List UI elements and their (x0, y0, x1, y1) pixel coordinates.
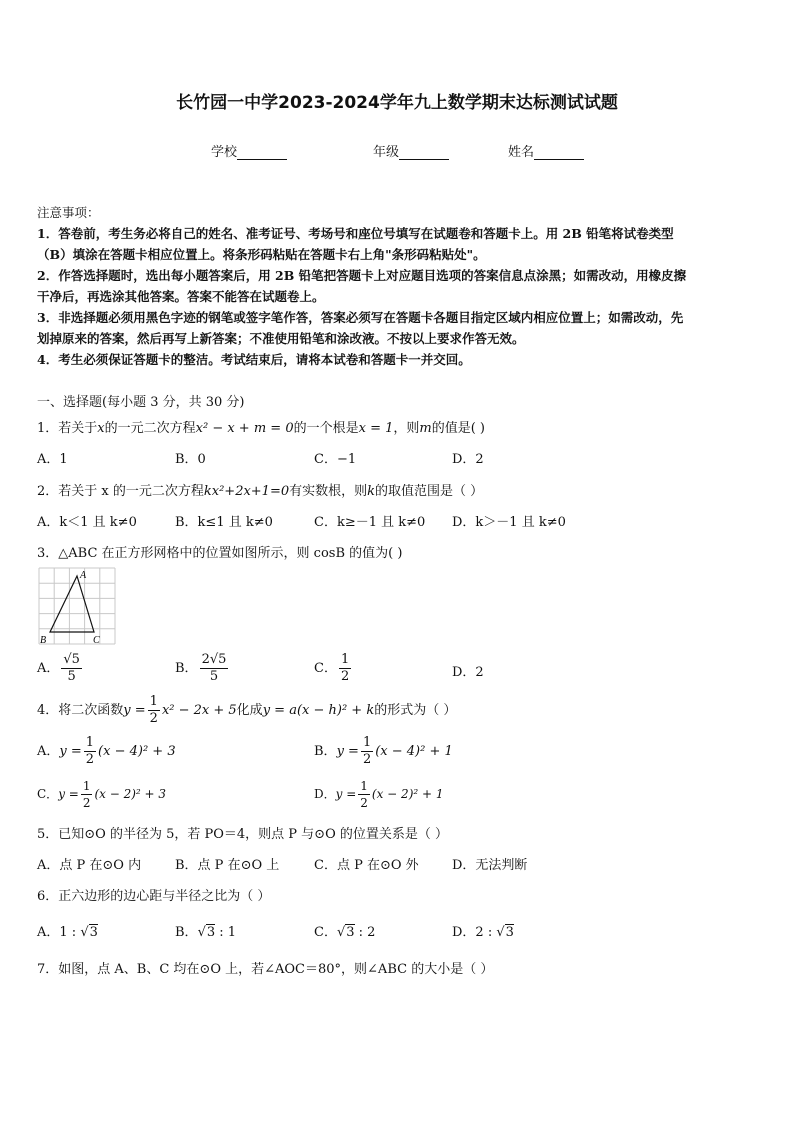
question-5: 5．已知⊙O 的半径为 5，若 PO＝4，则点 P 与⊙O 的位置关系是（ ） (37, 827, 448, 842)
option-expression: (x − 4)² + 3 (98, 744, 176, 759)
q3-option-b (175, 652, 230, 685)
denominator: 2 (360, 796, 368, 810)
q6-option-b: B．√3 : 1 (175, 925, 237, 940)
q3-option-d: D．2 (452, 665, 484, 680)
radicand: 3 (346, 925, 355, 940)
fraction (61, 652, 82, 685)
option-text: B． (175, 925, 198, 940)
note-3b: 划掉原来的答案，然后再写上新答案；不准使用铅笔和涂改液。不按以上要求作答无效。 (37, 331, 525, 346)
q4-text: 的形式为（ ） (374, 703, 457, 718)
notes-header: 注意事项： (37, 205, 100, 220)
fraction (200, 652, 229, 685)
vertex-b-label: B (40, 635, 47, 646)
q2-option-b: B．k≤1 且 k≠0 (175, 515, 273, 530)
option-letter: A． (37, 661, 60, 676)
note-1a: 1．答卷前，考生务必将自己的姓名、准考证号、考场号和座位号填写在试题卷和答题卡上。用 2B 铅笔将试卷类型 (37, 226, 674, 241)
question-1 (37, 417, 485, 436)
fraction (339, 652, 351, 685)
q2-option-a: A．k＜1 且 k≠0 (37, 515, 137, 530)
option-text: A．1 : (37, 925, 81, 940)
option-text: C． (314, 925, 337, 940)
vertex-c-label: C (93, 635, 100, 646)
q1-root: x = 1 (358, 421, 394, 436)
q1-option-d: D．2 (452, 452, 484, 467)
triangle-abc (50, 576, 94, 632)
numerator: 1 (362, 735, 372, 750)
denominator: 2 (85, 752, 95, 767)
denominator: 2 (362, 752, 372, 767)
q4-option-d (314, 778, 444, 811)
q1-equation: x² − x + m = 0 (195, 421, 294, 436)
numerator: 1 (85, 735, 95, 750)
fraction (84, 735, 96, 768)
option-y: y = (335, 787, 357, 801)
option-letter: B． (314, 744, 337, 759)
q5-option-b: B．点 P 在⊙O 上 (175, 858, 280, 873)
question-3: 3．△ABC 在正方形网格中的位置如图所示，则 cosB 的值为( ) (37, 546, 403, 561)
option-letter: B． (175, 661, 198, 676)
note-1b: （B）填涂在答题卡相应位置上。将条形码粘贴在答题卡右上角"条形码粘贴处"。 (37, 247, 486, 262)
q4-option-a (37, 735, 176, 768)
q6-option-c: C．√3 : 2 (314, 925, 376, 940)
q4-option-b (314, 735, 453, 768)
option-y: y = (336, 744, 359, 759)
fraction (358, 778, 370, 811)
question-4 (37, 694, 456, 727)
q1-text: 的一个根是 (293, 421, 359, 436)
radicand: 3 (206, 925, 216, 940)
q1-option-a: A．1 (37, 452, 68, 467)
denominator: 2 (340, 669, 350, 684)
grade-field (373, 141, 449, 160)
name-label: 姓名 (508, 145, 535, 160)
q4-vertex-form: y = a(x − h)² + k (262, 703, 375, 718)
fraction (148, 694, 160, 727)
grade-label: 年级 (373, 145, 400, 160)
option-expression: (x − 2)² + 1 (371, 787, 444, 801)
radicand: 3 (89, 925, 98, 940)
denominator: 5 (67, 669, 76, 684)
numerator: 1 (360, 779, 368, 793)
numerator: 1 (340, 652, 350, 667)
q1-var-m: m (419, 421, 432, 436)
denominator: 5 (209, 669, 219, 684)
option-text: : 1 (215, 925, 237, 940)
q4-y: y = (123, 703, 146, 718)
option-letter: A． (37, 744, 60, 759)
vertex-a-label: A (80, 570, 87, 581)
fraction (361, 735, 373, 768)
q1-text: 1．若关于 (37, 421, 98, 436)
q1-text: ，则 (393, 421, 420, 436)
q1-option-c: C．−1 (314, 452, 357, 467)
note-2a: 2．作答选择题时，选出每小题答案后，用 2B 铅笔把答题卡上对应题目选项的答案信息点涂黑；如需改动，用橡皮擦 (37, 268, 687, 283)
q6-option-a: A．1 : √3 (37, 925, 98, 940)
numerator: 1 (82, 779, 91, 793)
q3-option-c (314, 652, 353, 685)
option-y: y = (59, 744, 82, 759)
q5-option-a: A．点 P 在⊙O 内 (37, 858, 142, 873)
q5-option-d: D．无法判断 (452, 858, 528, 873)
note-2b: 干净后，再选涂其他答案。答案不能答在试题卷上。 (37, 289, 325, 304)
numerator: 2√5 (201, 652, 227, 667)
triangle-grid-figure (37, 566, 119, 648)
school-field (211, 141, 287, 160)
grade-blank (399, 147, 449, 160)
option-letter: C． (37, 787, 59, 801)
option-letter: D． (314, 787, 336, 801)
name-field (508, 141, 584, 160)
q2-text: 2．若关于 x 的一元二次方程 (37, 484, 204, 499)
q3-option-a (37, 652, 84, 685)
q4-option-c (37, 778, 166, 811)
option-letter: C． (314, 661, 337, 676)
page-title: 长竹园一中学2023-2024学年九上数学期末达标测试试题 (176, 93, 618, 113)
q2-option-d: D．k＞－1 且 k≠0 (452, 515, 566, 530)
q2-option-c: C．k≥－1 且 k≠0 (314, 515, 426, 530)
option-text: D．2 : (452, 925, 497, 940)
q1-text: 的一元二次方程 (104, 421, 196, 436)
q4-text: 化成 (236, 703, 263, 718)
question-6: 6．正六边形的边心距与半径之比为（ ） (37, 889, 271, 904)
denominator: 2 (149, 711, 158, 726)
note-3a: 3．非选择题必须用黑色字迹的钢笔或签字笔作答，答案必须写在答题卡各题目指定区域内相应位置上；如需改动，先 (37, 310, 684, 325)
q2-equation: kx²+2x+1=0 (203, 484, 290, 499)
numerator: 1 (149, 694, 158, 709)
radicand: 3 (505, 925, 514, 940)
q1-option-b: B．0 (175, 452, 206, 467)
q2-text: 有实数根，则 (289, 484, 368, 499)
school-blank (237, 147, 287, 160)
note-4: 4．考生必须保证答题卡的整洁。考试结束后，请将本试卷和答题卡一并交回。 (37, 352, 471, 367)
q4-expression: x² − 2x + 5 (161, 703, 237, 718)
q1-text: 的值是( ) (431, 421, 485, 436)
option-expression: (x − 2)² + 3 (94, 787, 167, 801)
q5-option-c: C．点 P 在⊙O 外 (314, 858, 419, 873)
numerator: √5 (63, 652, 80, 667)
denominator: 2 (82, 796, 91, 810)
option-text: : 2 (354, 925, 376, 940)
q4-text: 4．将二次函数 (37, 703, 124, 718)
q1-var-x: x (97, 421, 105, 436)
q2-text: 的取值范围是（ ） (375, 484, 484, 499)
q6-option-d: D．2 : √3 (452, 925, 514, 940)
option-y: y = (58, 787, 79, 801)
section-heading: 一、选择题(每小题 3 分，共 30 分) (37, 395, 245, 410)
question-2 (37, 480, 483, 499)
name-blank (534, 147, 584, 160)
option-expression: (x − 4)² + 1 (375, 744, 453, 759)
question-7: 7．如图，点 A、B、C 均在⊙O 上，若∠AOC＝80°，则∠ABC 的大小是（ ） (37, 962, 494, 977)
fraction (81, 778, 93, 811)
q2-var-k: k (367, 484, 376, 499)
school-label: 学校 (211, 145, 238, 160)
